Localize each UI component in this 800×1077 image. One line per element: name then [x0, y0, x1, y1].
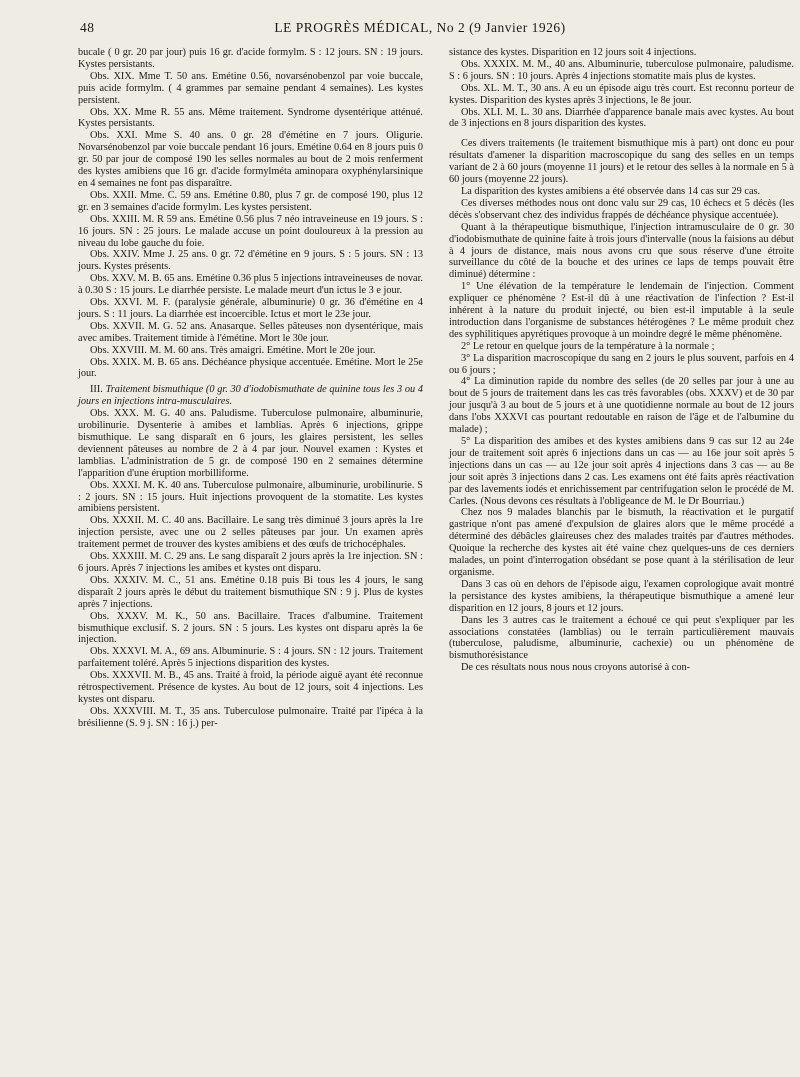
paragraph — [78, 297, 423, 321]
paragraph-text: Dans 3 cas où en dehors de l'épisode aigu, l'examen coprologique avait montré la persistance des kystes amibiens, la thérapeutique bismuthique a amené leur disparition en 12 jours, 8 jours et 12 jours. — [449, 578, 794, 614]
paragraph — [449, 138, 794, 186]
paragraph — [78, 249, 423, 273]
paragraph-text: Obs. XXIX. M. B. 65 ans. Déchéance physique accentuée. Emétine. Mort le 25e jour. — [78, 356, 423, 380]
paragraph-text: Ces diverses méthodes nous ont donc valu sur 29 cas, 10 échecs et 5 décès (les décès s'observant chez des individus frappés de déchéance physique accentuée). — [449, 197, 794, 221]
paragraph-text: Obs. XXXI. M. K. 40 ans. Tuberculose pulmonaire, albuminurie, urobilinurie. S : 2 jours. SN : 15 jours. Huit injections provoquent de la stomatite. Les kystes amibiens persistent. — [78, 479, 423, 515]
paragraph-text: Chez nos 9 malades blanchis par le bismuth, la réactivation et le purgatif gastrique n'ont pas amené d'expulsion de glaires alors que le même procédé a déterminé des débâcles glaireuses chez des malades traités par d'autres méthodes. Quoique la recherche des kystes ait été vaine chez quelques-uns de ces derniers malades, un point d'interrogation obsédant se pose quant à la stérilisation de leur organisme. — [449, 507, 794, 578]
paragraph-text: Obs. XXV. M. B. 65 ans. Emétine 0.36 plus 5 injections intraveineuses de novar. à 0.30 S : 15 jours. Le diarrhée persiste. Le malade meurt d'un ictus le 3 e jour. — [78, 273, 423, 297]
paragraph — [78, 480, 423, 516]
paragraph-text: Obs. XXVI. M. F. (paralysie générale, albuminurie) 0 gr. 36 d'émétine en 4 jours. S : 11 jours. La diarrhée est incoercible. Ictus et mort le 23e jour. — [78, 297, 423, 320]
paragraph-text: 1° Une élévation de la température le lendemain de l'injection. Comment expliquer ce phénomène ? Est-il dû à une réactivation de l'infection ? Est-il inhérent à la nature du produit injecté, ou bien est-il imputable à la seule introduction dans l'organisme de substances hétérogènes ? Le même produit chez des syphilitiques apyrétiques provoque à un moindre degré le même phénomène. — [449, 281, 794, 340]
paragraph-text: 2° Le retour en quelque jours de la température à la normale ; — [461, 340, 715, 352]
paragraph-text: Obs. XXI. Mme S. 40 ans. 0 gr. 28 d'émétine en 7 jours. Oligurie. Novarsénobenzol par voie buccale pendant 16 jours. Emétine 0.64 en 8 jours puis 0 gr. 50 par jour de composé 190 les selles normales au bout de 2 mois renferment des kystes amibiens que 16 gr. d'acide formylméta aminopara oxyphénylarsinique en 4 semaines ne font pas disparaître. — [78, 130, 423, 189]
paragraph-text: Obs. XXIV. Mme J. 25 ans. 0 gr. 72 d'émétine en 9 jours. S : 5 jours. SN : 13 jours. Kystes présents. — [78, 249, 423, 273]
paragraph — [78, 47, 423, 71]
paragraph-text: 4° La diminution rapide du nombre des selles (de 20 selles par jour à une au bout de 5 jours de traitement dans les cas très favorables (obs. XXXV) et de 30 par jour jusqu'à 3 au bout de 5 jours et à une quotidienne normale au bout de 12 jours dans l'obs XXXVI cas pourtant redoutable en raison de l'âge et de l'albumine du malade) ; — [449, 376, 794, 436]
paragraph-text: Obs. XXXIII. M. C. 29 ans. Le sang disparaît 2 jours après la 1re injection. SN : 6 jours. Après 7 injections les amibes et kystes ont disparu. — [78, 551, 423, 574]
paragraph-text: De ces résultats nous nous nous croyons autorisé à con- — [461, 662, 691, 674]
paragraph-text: Obs. XXVII. M. G. 52 ans. Anasarque. Selles pâteuses non dysentérique, mais avec amibes. Traitement timide à l'émétine. Mort le 30e jour. — [78, 320, 423, 344]
running-title: LE PROGRÈS MÉDICAL, No 2 (9 Janvier 1926) — [274, 20, 566, 35]
paragraph — [449, 436, 794, 507]
paragraph — [78, 575, 423, 611]
paragraph-text: Obs. XXX. M. G. 40 ans. Paludisme. Tuberculose pulmonaire, albuminurie, urobilinurie. Dysenterie à amibes et lamblias. Après 6 injections, grippe bismuthique. Le sang disparaît en 6 jours, les glaires persistent, les selles deviennent pâteuses au nombre de 2 à 4 par jour. Nouvel examen : Kystes et lamblias. L'administration de 5 gr. de composé 190 en 2 semaines détermine l'apparition d'une éruption morbilliforme. — [78, 408, 423, 479]
paragraph-text: bucale ( 0 gr. 20 par jour) puis 16 gr. d'acide formylm. S : 12 jours. SN : 19 jours. Kystes persistants. — [78, 47, 423, 70]
paragraph — [78, 130, 423, 190]
left-column — [78, 47, 423, 730]
paragraph-text: Obs. XXIII. M. R 59 ans. Emétine 0.56 plus 7 néo intraveineuse en 19 jours. S : 16 jours. SN : 25 jours. Le malade accuse un point douloureux à la pression au niveau du lobe gauche du foie. — [78, 213, 423, 249]
paragraph — [78, 670, 423, 706]
paragraph — [449, 107, 794, 131]
paragraph — [78, 107, 423, 131]
paragraph — [78, 273, 423, 297]
paragraph — [78, 321, 423, 345]
page-header — [50, 20, 790, 40]
paragraph-text: Obs. XL. M. T., 30 ans. A eu un épisode aigu très court. Est reconnu porteur de kystes. Disparition des kystes après 3 injections, le 8e jour. — [449, 82, 794, 106]
paragraph-text: Ces divers traitements (le traitement bismuthique mis à part) ont donc eu pour résultats d'amener la disparition macroscopique du sang des selles en un temps variant de 2 à 60 jours (moyenne 11 jours) et le retour des selles à la normale en 5 à 60 jours (moyenne 22 jours). — [449, 138, 794, 186]
paragraph-text: Dans les 3 autres cas le traitement a échoué ce qui peut s'expliquer par les associations constatées (lamblias) ou le terrain particulièrement mauvais (tuberculose, paludisme, albuminurie, cachexie) ou un phénomène de bismuthorésistance — [449, 614, 794, 662]
paragraph — [449, 579, 794, 615]
paragraph — [449, 376, 794, 436]
paragraph — [78, 646, 423, 670]
paragraph — [449, 198, 794, 222]
paragraph — [449, 222, 794, 282]
paragraph-text: sistance des kystes. Disparition en 12 jours soit 4 injections. — [449, 47, 697, 58]
paragraph-text: Obs. XXII. Mme. C. 59 ans. Emétine 0.80, plus 7 gr. de composé 190, plus 12 gr. en 3 semaines d'acide formylm. Les kystes persistent. — [78, 189, 423, 213]
paragraph-text: Obs. XXXII. M. C. 40 ans. Bacillaire. Le sang très diminué 3 jours après la 1re injection persiste, avec une ou 2 selles pâteuses par jour. Un examen après traitement permet de trouver des kystes amibiens et des œufs de trichocéphales. — [78, 515, 423, 551]
paragraph — [78, 190, 423, 214]
paragraph-text: Obs. XXXIV. M. C., 51 ans. Emétine 0.18 puis Bi tous les 4 jours, le sang disparaît 2 jours après le début du traitement bismuthique SN : 9 j. Plus de kystes après 7 injections. — [78, 574, 423, 610]
paragraph-text: Traitement bismuthique (0 gr. 30 d'iodobismuthate de quinine tous les 3 ou 4 jours en injections intra-musculaires. — [78, 384, 423, 408]
paragraph-text: 3° La disparition macroscopique du sang en 2 jours le plus souvent, parfois en 4 ou 6 jours ; — [449, 352, 794, 376]
paragraph — [78, 345, 423, 357]
paragraph — [449, 281, 794, 341]
paragraph — [78, 214, 423, 250]
paragraph — [78, 71, 423, 107]
paragraph — [78, 706, 423, 730]
page-number: 48 — [80, 20, 95, 35]
paragraph — [449, 353, 794, 377]
paragraph — [449, 59, 794, 83]
paragraph-text: Obs. XXXIX. M. M., 40 ans. Albuminurie, tuberculose pulmonaire, paludisme. S : 6 jours. SN : 10 jours. Après 4 injections stomatite mais plus de kystes. — [449, 58, 794, 82]
paragraph-text: Obs. XLI. M. L. 30 ans. Diarrhée d'apparence banale mais avec kystes. Au bout de 3 injections en 8 jours disparition des kystes. — [449, 106, 794, 130]
paragraph-text: Obs. XXXV. M. K., 50 ans. Bacillaire. Traces d'albumine. Traitement bismuthique exclusif. S. 2 jours. SN : 5 jours. Les kystes ont disparu après la 6e injection. — [78, 610, 423, 646]
paragraph — [78, 357, 423, 381]
paragraph-text: 5° La disparition des amibes et des kystes amibiens dans 9 cas sur 12 au 24e jour de traitement soit après 6 injections dans un cas — au 16e jour soit après 5 injections dans un cas — au 12e jour soit après 4 injections dans 3 cas — au 8e jour soit après 3 injections dans 2 cas. Les examens ont été faits après réactivation par des lavements iodés et enrichissement par centrifugation selon le procédé de M. Carles. (Nous devons ces résultats à l'obligeance de M. le Dr Bourriau.) — [449, 436, 794, 507]
paragraph-text: La disparition des kystes amibiens a été observée dans 14 cas sur 29 cas. — [461, 185, 761, 197]
paragraph — [78, 384, 423, 408]
paragraph — [449, 186, 794, 198]
paragraph — [78, 551, 423, 575]
right-column — [449, 47, 794, 674]
paragraph-text: Obs. XXXVIII. M. T., 35 ans. Tuberculose pulmonaire. Traité par l'ipéca à la brésilienne (S. 9 j. SN : 16 j.) per- — [78, 705, 423, 729]
paragraph — [449, 83, 794, 107]
paragraph-text: Obs. XXVIII. M. M. 60 ans. Très amaigri. Emétine. Mort le 20e jour. — [90, 344, 376, 356]
paragraph — [78, 515, 423, 551]
paragraph — [449, 615, 794, 663]
paragraph — [449, 662, 794, 674]
paragraph-text: Obs. XXXVI. M. A., 69 ans. Albuminurie. S : 4 jours. SN : 12 jours. Traitement parfaitement toléré. Après 5 injections disparition des kystes. — [78, 646, 423, 670]
section-number: III. — [90, 384, 106, 396]
paragraph-text: Obs. XX. Mme R. 55 ans. Même traitement. Syndrome dysentérique atténué. Kystes persistants. — [78, 106, 423, 130]
paragraph — [78, 611, 423, 647]
paragraph-text: Quant à la thérapeutique bismuthique, l'injection intramusculaire de 0 gr. 30 d'iodobismuthate de quinine faite à trois jours d'intervalle (nous la faisions au début à 4 jours de distance, mais nous avons cru que sous réserve d'une étroite surveillance du côté de la bouche et des urines ce laps de temps pouvait être diminué) détermine : — [449, 221, 794, 281]
paragraph — [449, 47, 794, 59]
paragraph-text: Obs. XXXVII. M. B., 45 ans. Traité à froid, la période aiguë ayant été reconnue rétrospectivement. Présence de kystes. Au bout de 12 jours, soit 4 injections. Les kystes ont disparu. — [78, 670, 423, 705]
paragraph — [449, 341, 794, 353]
paragraph — [449, 507, 794, 578]
paragraph-text: Obs. XIX. Mme T. 50 ans. Emétine 0.56, novarsénobenzol par voie buccale, puis acide formylm. ( 4 grammes par semaine pendant 4 semaines). Les kystes persistent. — [78, 70, 423, 106]
paragraph — [78, 408, 423, 479]
